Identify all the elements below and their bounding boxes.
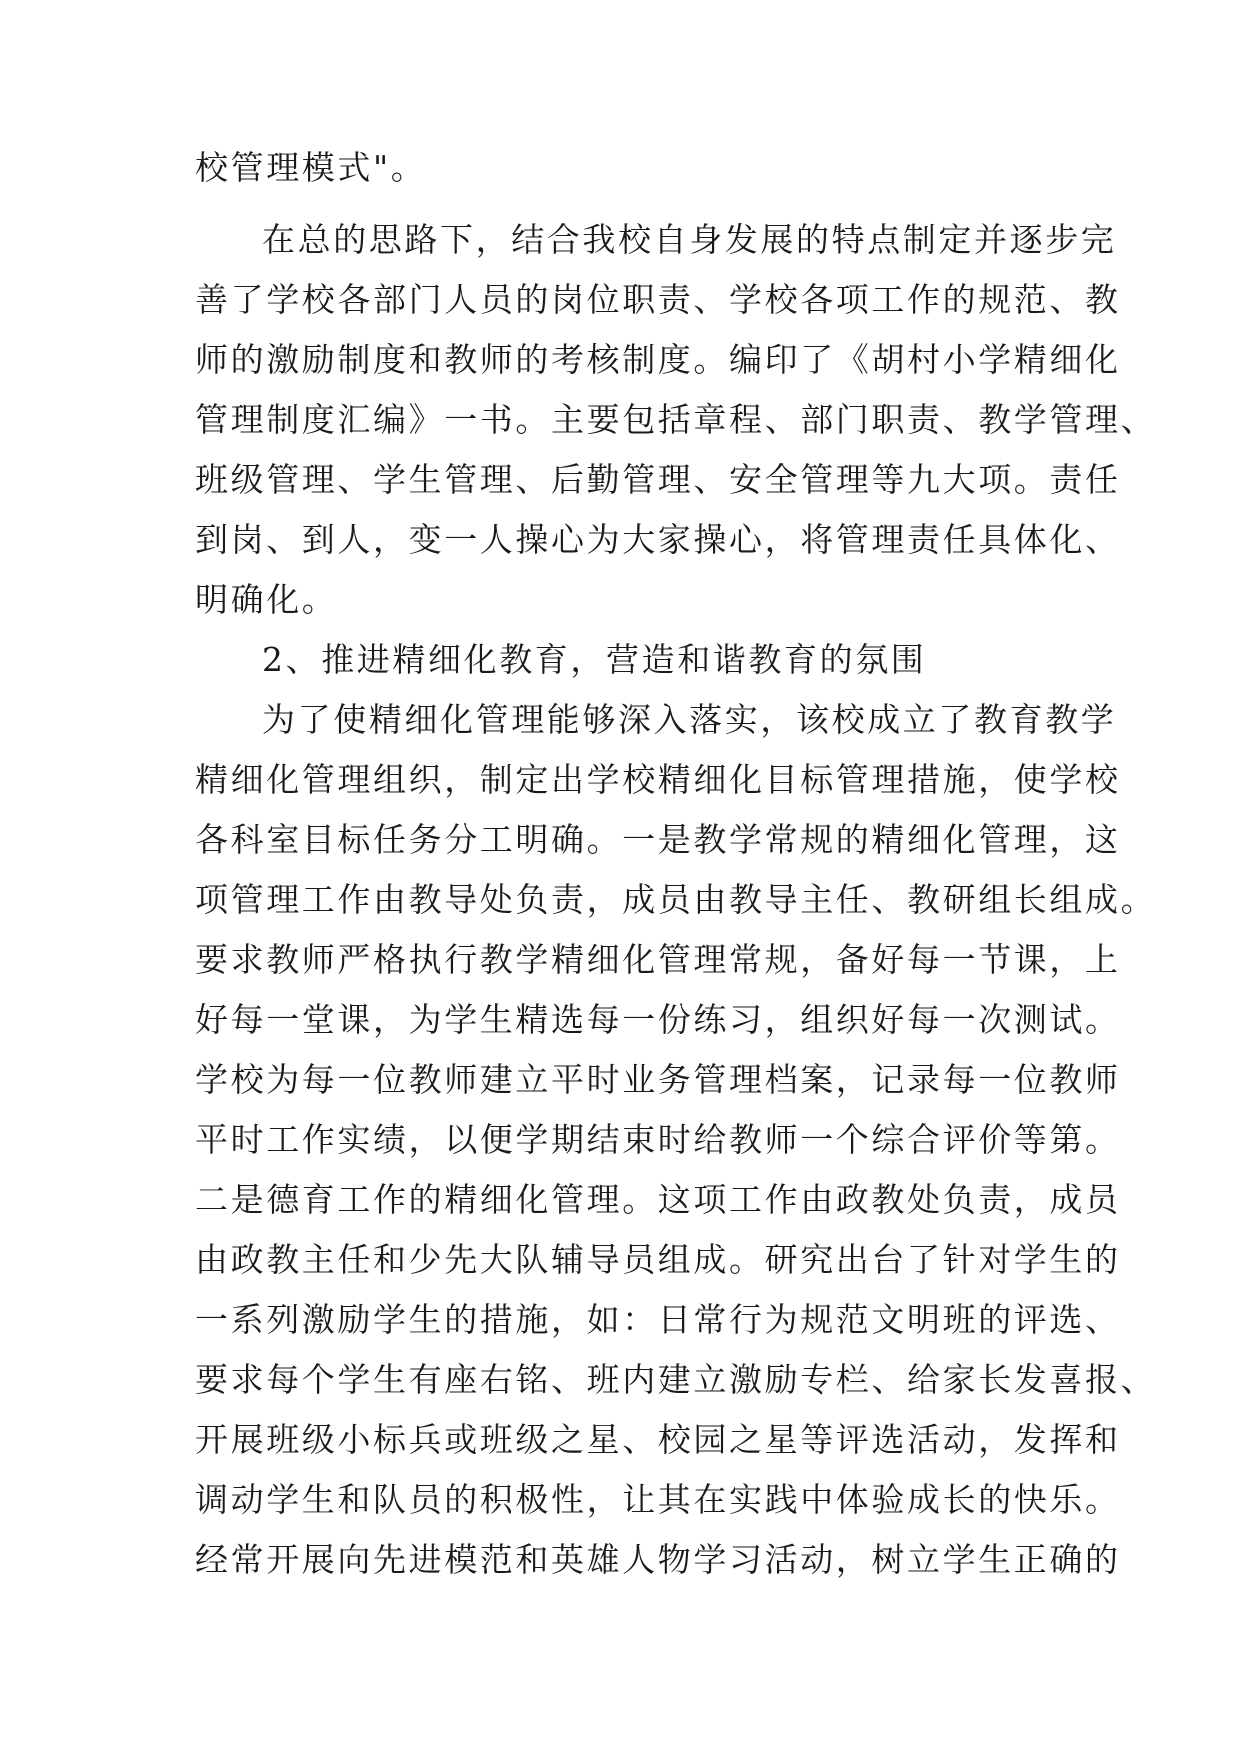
text-line: 一系列激励学生的措施，如：日常行为规范文明班的评选、	[195, 1300, 1121, 1339]
text-line: 明确化。	[195, 580, 338, 619]
text-line: 师的激励制度和教师的考核制度。编印了《胡村小学精细化	[195, 340, 1121, 379]
text-line: 调动学生和队员的积极性，让其在实践中体验成长的快乐。	[195, 1480, 1121, 1519]
text-line: 精细化管理组织，制定出学校精细化目标管理措施，使学校	[195, 760, 1121, 799]
text-line: 到岗、到人，变一人操心为大家操心，将管理责任具体化、	[195, 520, 1121, 559]
text-line: 开展班级小标兵或班级之星、校园之星等评选活动，发挥和	[195, 1420, 1121, 1459]
text-line: 在总的思路下，结合我校自身发展的特点制定并逐步完	[262, 220, 1117, 259]
text-line: 善了学校各部门人员的岗位职责、学校各项工作的规范、教	[195, 280, 1121, 319]
text-line: 学校为每一位教师建立平时业务管理档案，记录每一位教师	[195, 1060, 1121, 1099]
text-line: 为了使精细化管理能够深入落实，该校成立了教育教学	[262, 700, 1117, 739]
text-line: 好每一堂课，为学生精选每一份练习，组织好每一次测试。	[195, 1000, 1121, 1039]
text-line: 要求每个学生有座右铭、班内建立激励专栏、给家长发喜报、	[195, 1360, 1157, 1399]
text-line: 项管理工作由教导处负责，成员由教导主任、教研组长组成。	[195, 880, 1157, 919]
text-line: 校管理模式"。	[195, 148, 427, 187]
text-line: 经常开展向先进模范和英雄人物学习活动，树立学生正确的	[195, 1540, 1121, 1579]
text-line: 管理制度汇编》一书。主要包括章程、部门职责、教学管理、	[195, 400, 1157, 439]
text-line: 班级管理、学生管理、后勤管理、安全管理等九大项。责任	[195, 460, 1121, 499]
text-line: 由政教主任和少先大队辅导员组成。研究出台了针对学生的	[195, 1240, 1121, 1279]
text-line: 平时工作实绩，以便学期结束时给教师一个综合评价等第。	[195, 1120, 1121, 1159]
section-heading: 2、推进精细化教育，营造和谐教育的氛围	[262, 640, 927, 679]
text-line: 各科室目标任务分工明确。一是教学常规的精细化管理，这	[195, 820, 1121, 859]
text-line: 二是德育工作的精细化管理。这项工作由政教处负责，成员	[195, 1180, 1121, 1219]
text-line: 要求教师严格执行教学精细化管理常规，备好每一节课，上	[195, 940, 1121, 979]
